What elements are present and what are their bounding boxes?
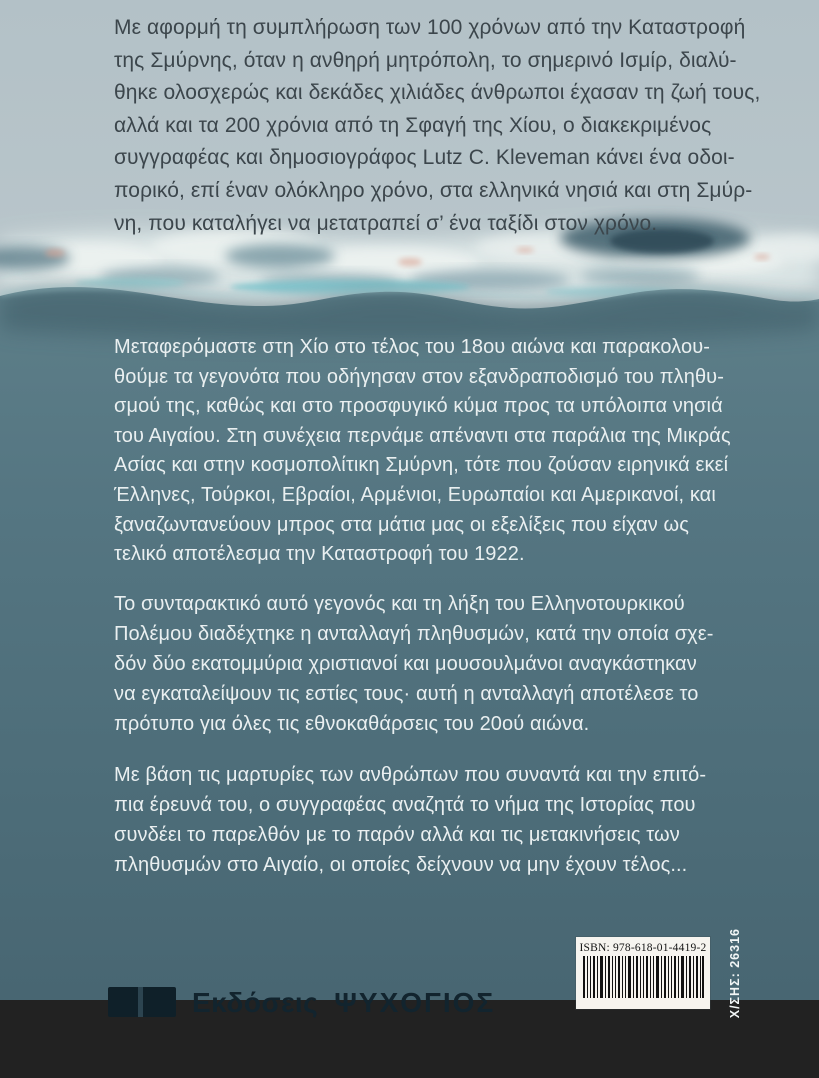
barcode-panel <box>576 937 710 1009</box>
synopsis-line: Έλληνες, Τούρκοι, Εβραίοι, Αρμένιοι, Ευρωπαίοι και Αμερικανοί, και <box>114 483 716 506</box>
synopsis-line: αλλά και τα 200 χρόνια από τη Σφαγή της Χίου, ο διακεκριμένος <box>114 113 712 137</box>
synopsis-line: Μεταφερόμαστε στη Χίο στο τέλος του 18ου αιώνα και παρακολου- <box>114 336 710 358</box>
barcode-icon <box>582 956 704 998</box>
synopsis-line: Ασίας και στην κοσμοπολίτικη Σμύρνη, τότε που ζούσαν ειρηνικά εκεί <box>114 454 729 477</box>
synopsis-line: πορικό, επί έναν ολόκληρο χρόνο, στα ελληνικά νησιά και στη Σμύρ- <box>114 178 753 202</box>
synopsis-paragraph-2 <box>114 333 731 570</box>
synopsis-line: Πολέμου διαδέχτηκε η ανταλλαγή πληθυσμών, κατά την οποία σχε- <box>114 623 714 645</box>
synopsis-line: σμού της, καθώς και στο προσφυγικό κύμα προς τα υπόλοιπα νησιά <box>114 395 723 418</box>
synopsis-paragraph-3 <box>114 589 714 739</box>
synopsis-line: συνδέει το παρελθόν με το παρόν αλλά και τις μετακινήσεις των <box>114 824 680 846</box>
synopsis-paragraph-4 <box>114 760 714 880</box>
synopsis-line: νη, που καταλήγει να μετατραπεί σ’ ένα ταξίδι στον χρόνο. <box>114 211 658 235</box>
synopsis-line: Το συνταρακτικό αυτό γεγονός και τη λήξη του Ελληνοτουρκικού <box>114 593 685 615</box>
synopsis-paragraph-1 <box>114 12 761 240</box>
synopsis-line: πρότυπο για όλες τις εθνοκαθάρσεις του 20ού αιώνα. <box>114 713 590 735</box>
synopsis-line: δόν δύο εκατομμύρια χριστιανοί και μουσουλμάνοι αναγκάστηκαν <box>114 653 697 675</box>
synopsis-line: Με βάση τις μαρτυρίες των ανθρώπων που συναντά και την επιτό- <box>114 764 707 786</box>
synopsis-line: συγγραφέας και δημοσιογράφος Lutz C. Kleveman κάνει ένα οδοι- <box>114 146 735 170</box>
publisher-logo <box>108 987 495 1019</box>
synopsis-line: Με αφορμή τη συμπλήρωση των 100 χρόνων από την Καταστροφή <box>114 16 746 39</box>
synopsis-line: πληθυσμών στο Αιγαίο, οι οποίες δείχνουν να μην έχουν τέλος... <box>114 854 688 876</box>
synopsis-line: τελικό αποτέλεσμα την Καταστροφή του 1922. <box>114 543 525 566</box>
synopsis-line: να εγκαταλείψουν τις εστίες τους· αυτή η ανταλλαγή αποτέλεσε το <box>114 683 699 705</box>
synopsis-line: ξαναζωντανεύουν μπρος στα μάτια μας οι εξελίξεις που είχαν ως <box>114 513 690 536</box>
publisher-prefix: Εκδόσεις <box>192 987 319 1018</box>
synopsis-line: θηκε ολοσχερώς και δεκάδες χιλιάδες άνθρωποι έχασαν τη ζωή τους, <box>114 81 761 105</box>
synopsis-line: του Αιγαίου. Στη συνέχεια περνάμε απέναντι στα παράλια της Μικράς <box>114 424 731 447</box>
publisher-logo-icon <box>108 987 176 1017</box>
synopsis-line: πια έρευνά του, ο συγγραφέας αναζητά το νήμα της Ιστορίας που <box>114 794 696 816</box>
isbn-label: ISBN: 978-618-01-4419-2 <box>579 942 707 954</box>
publisher-name: ΨΥΧΟΓΙΟΣ <box>334 987 496 1018</box>
synopsis-line: θούμε τα γεγονότα που οδήγησαν στον εξανδραποδισμό του πληθυ- <box>114 365 724 388</box>
synopsis-line: της Σμύρνης, όταν η ανθηρή μητρόπολη, το σημερινό Ισμίρ, διαλύ- <box>114 48 737 72</box>
distribution-code: Χ/ΣΗΣ: 26316 <box>728 928 742 1019</box>
